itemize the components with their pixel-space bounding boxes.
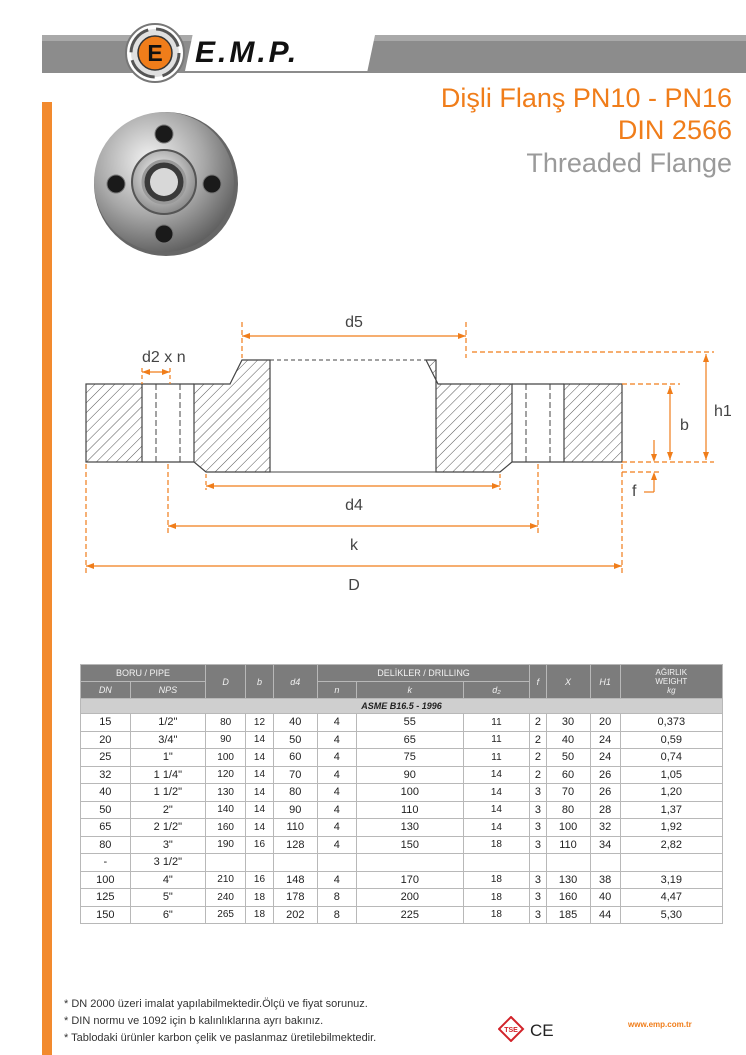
header-weight-unit: kg <box>667 686 676 695</box>
cell-weight: 5,30 <box>620 906 722 924</box>
cell-k: 130 <box>356 819 463 837</box>
cell-D: 80 <box>206 714 246 732</box>
cell-n: 4 <box>317 801 356 819</box>
emp-logo <box>115 22 380 84</box>
svg-text:TSE: TSE <box>504 1027 518 1034</box>
header-b: b <box>246 665 274 699</box>
cell-f: 3 <box>530 889 546 907</box>
header-D: D <box>206 665 246 699</box>
cell-D: 100 <box>206 749 246 767</box>
title-turkish: Dişli Flanş PN10 - PN16 <box>440 83 732 113</box>
cell-D: 130 <box>206 784 246 802</box>
logo-text: E.M.P. <box>195 36 300 69</box>
cell-b: 14 <box>246 766 274 784</box>
cell-D <box>206 854 246 872</box>
table-row <box>81 731 723 749</box>
header-weight <box>620 665 722 699</box>
cell-nps: 3 1/2" <box>130 854 205 872</box>
cell-nps: 5" <box>130 889 205 907</box>
cell-nps: 1 1/2" <box>130 784 205 802</box>
cell-weight: 0,74 <box>620 749 722 767</box>
cell-H1: 26 <box>590 784 620 802</box>
note-1: * DN 2000 üzeri imalat yapılabilmektedir.Ölçü ve fiyat sorunuz. <box>64 998 368 1010</box>
cell-f: 3 <box>530 819 546 837</box>
cell-d2: 14 <box>463 801 530 819</box>
cell-k: 55 <box>356 714 463 732</box>
table-row <box>81 906 723 924</box>
header-X: X <box>546 665 590 699</box>
cell-X: 110 <box>546 836 590 854</box>
cell-nps: 4" <box>130 871 205 889</box>
cell-f: 3 <box>530 784 546 802</box>
cell-n: 4 <box>317 784 356 802</box>
header-H1: H1 <box>590 665 620 699</box>
right-hub-section <box>426 360 512 472</box>
cell-d4: 40 <box>273 714 317 732</box>
cell-X: 185 <box>546 906 590 924</box>
cell-D: 140 <box>206 801 246 819</box>
note-2: * DIN normu ve 1092 için b kalınlıklarına ayrı bakınız. <box>64 1015 324 1027</box>
title-standard: DIN 2566 <box>617 115 732 145</box>
cell-D: 210 <box>206 871 246 889</box>
cell-b <box>246 854 274 872</box>
cell-d4: 50 <box>273 731 317 749</box>
cell-X: 30 <box>546 714 590 732</box>
label-b: b <box>680 417 689 434</box>
table-row <box>81 784 723 802</box>
title-block <box>441 82 732 180</box>
orange-side-bar <box>42 102 52 1055</box>
cell-X: 160 <box>546 889 590 907</box>
cell-weight: 0,373 <box>620 714 722 732</box>
cell-b: 18 <box>246 889 274 907</box>
cell-dn: 65 <box>81 819 131 837</box>
cell-b: 12 <box>246 714 274 732</box>
cell-nps: 2" <box>130 801 205 819</box>
cell-k: 110 <box>356 801 463 819</box>
cell-H1 <box>590 854 620 872</box>
website-link[interactable]: www.emp.com.tr <box>628 1020 692 1029</box>
cell-b: 18 <box>246 906 274 924</box>
cell-D: 240 <box>206 889 246 907</box>
header-DN: DN <box>81 682 131 699</box>
cell-k: 225 <box>356 906 463 924</box>
cell-H1: 24 <box>590 731 620 749</box>
footnotes <box>64 996 376 1047</box>
cell-X: 60 <box>546 766 590 784</box>
cell-f: 2 <box>530 714 546 732</box>
cell-d4 <box>273 854 317 872</box>
cell-weight: 2,82 <box>620 836 722 854</box>
cell-f <box>530 854 546 872</box>
cell-f: 2 <box>530 766 546 784</box>
cell-weight: 1,05 <box>620 766 722 784</box>
cell-k: 100 <box>356 784 463 802</box>
logo-emblem-icon <box>115 22 195 84</box>
table-row <box>81 836 723 854</box>
header-k: k <box>356 682 463 699</box>
cell-dn: 100 <box>81 871 131 889</box>
cell-H1: 34 <box>590 836 620 854</box>
cell-d4: 80 <box>273 784 317 802</box>
cell-n: 4 <box>317 749 356 767</box>
cell-b: 14 <box>246 819 274 837</box>
table-row <box>81 854 723 872</box>
header-NPS: NPS <box>130 682 205 699</box>
certification-marks <box>498 1016 560 1042</box>
left-outer-section <box>86 384 142 462</box>
cell-H1: 38 <box>590 871 620 889</box>
cell-dn: 125 <box>81 889 131 907</box>
cell-D: 120 <box>206 766 246 784</box>
cell-k <box>356 854 463 872</box>
cell-d2 <box>463 854 530 872</box>
cell-n: 4 <box>317 766 356 784</box>
cell-weight: 1,20 <box>620 784 722 802</box>
table-row <box>81 801 723 819</box>
cell-nps: 3/4" <box>130 731 205 749</box>
cell-d4: 90 <box>273 801 317 819</box>
cell-b: 14 <box>246 731 274 749</box>
cell-X: 50 <box>546 749 590 767</box>
standard-row: ASME B16.5 - 1996 <box>81 699 723 714</box>
header-d2: d₂ <box>463 682 530 699</box>
cell-D: 265 <box>206 906 246 924</box>
left-hub-section <box>194 360 270 472</box>
cell-k: 170 <box>356 871 463 889</box>
table-row <box>81 766 723 784</box>
cell-weight <box>620 854 722 872</box>
label-d2n: d2 x n <box>142 349 186 366</box>
cell-n: 4 <box>317 836 356 854</box>
cell-H1: 28 <box>590 801 620 819</box>
cell-weight: 0,59 <box>620 731 722 749</box>
cell-weight: 1,92 <box>620 819 722 837</box>
cell-d2: 14 <box>463 784 530 802</box>
cell-nps: 3" <box>130 836 205 854</box>
header-drilling: DELİKLER / DRILLING <box>317 665 530 682</box>
cell-d2: 18 <box>463 836 530 854</box>
cell-D: 190 <box>206 836 246 854</box>
note-3: * Tablodaki ürünler karbon çelik ve paslanmaz üretilebilmektedir. <box>64 1032 377 1044</box>
cell-d4: 110 <box>273 819 317 837</box>
cell-n: 4 <box>317 871 356 889</box>
cell-X <box>546 854 590 872</box>
cell-d4: 60 <box>273 749 317 767</box>
cell-d4: 178 <box>273 889 317 907</box>
cell-k: 65 <box>356 731 463 749</box>
cell-d4: 128 <box>273 836 317 854</box>
cell-k: 75 <box>356 749 463 767</box>
cell-X: 130 <box>546 871 590 889</box>
ce-mark-icon: CE <box>530 1021 554 1040</box>
cell-X: 80 <box>546 801 590 819</box>
cell-d2: 14 <box>463 819 530 837</box>
cell-weight: 1,37 <box>620 801 722 819</box>
label-k: k <box>350 537 358 554</box>
cell-X: 70 <box>546 784 590 802</box>
cell-nps: 1" <box>130 749 205 767</box>
label-d4: d4 <box>345 497 363 514</box>
cell-H1: 44 <box>590 906 620 924</box>
flange-technical-drawing <box>60 300 740 600</box>
cell-H1: 20 <box>590 714 620 732</box>
cell-n: 8 <box>317 889 356 907</box>
header-f: f <box>530 665 546 699</box>
label-f: f <box>632 483 637 500</box>
cell-H1: 32 <box>590 819 620 837</box>
cell-weight: 3,19 <box>620 871 722 889</box>
cell-d2: 11 <box>463 731 530 749</box>
label-d5: d5 <box>345 314 363 331</box>
cell-nps: 1/2" <box>130 714 205 732</box>
cell-f: 3 <box>530 906 546 924</box>
cell-b: 14 <box>246 801 274 819</box>
cell-f: 2 <box>530 731 546 749</box>
cell-dn: 25 <box>81 749 131 767</box>
header-n: n <box>317 682 356 699</box>
cell-f: 3 <box>530 871 546 889</box>
svg-text:E: E <box>147 40 163 66</box>
cell-f: 2 <box>530 749 546 767</box>
cell-d4: 70 <box>273 766 317 784</box>
header-d4: d4 <box>273 665 317 699</box>
cell-X: 40 <box>546 731 590 749</box>
cell-X: 100 <box>546 819 590 837</box>
cell-d2: 18 <box>463 906 530 924</box>
cell-dn: 80 <box>81 836 131 854</box>
cell-D: 160 <box>206 819 246 837</box>
table-row <box>81 819 723 837</box>
label-D: D <box>348 577 360 594</box>
cell-b: 14 <box>246 749 274 767</box>
table-row <box>81 889 723 907</box>
cell-k: 150 <box>356 836 463 854</box>
table-row <box>81 714 723 732</box>
cell-dn: 32 <box>81 766 131 784</box>
cell-n: 4 <box>317 731 356 749</box>
cell-k: 90 <box>356 766 463 784</box>
header-weight-label: AĞIRLIK WEIGHT <box>655 668 688 686</box>
cell-d4: 148 <box>273 871 317 889</box>
cell-n <box>317 854 356 872</box>
cell-b: 16 <box>246 871 274 889</box>
cell-n: 4 <box>317 714 356 732</box>
cell-H1: 40 <box>590 889 620 907</box>
title-english: Threaded Flange <box>526 148 732 178</box>
cell-d2: 18 <box>463 889 530 907</box>
cell-nps: 1 1/4" <box>130 766 205 784</box>
table-row <box>81 749 723 767</box>
cell-weight: 4,47 <box>620 889 722 907</box>
header-pipe: BORU / PIPE <box>81 665 206 682</box>
flange-photo <box>86 104 246 264</box>
cell-b: 16 <box>246 836 274 854</box>
cell-D: 90 <box>206 731 246 749</box>
cell-dn: 20 <box>81 731 131 749</box>
cell-dn: - <box>81 854 131 872</box>
cell-d2: 11 <box>463 714 530 732</box>
cell-k: 200 <box>356 889 463 907</box>
cell-dn: 40 <box>81 784 131 802</box>
cell-n: 4 <box>317 819 356 837</box>
cell-H1: 24 <box>590 749 620 767</box>
cell-nps: 6" <box>130 906 205 924</box>
cell-f: 3 <box>530 801 546 819</box>
label-h1: h1 <box>714 403 732 420</box>
dimension-table <box>80 664 723 924</box>
cell-H1: 26 <box>590 766 620 784</box>
cell-n: 8 <box>317 906 356 924</box>
cell-d2: 11 <box>463 749 530 767</box>
cell-dn: 15 <box>81 714 131 732</box>
cell-d2: 18 <box>463 871 530 889</box>
cell-dn: 50 <box>81 801 131 819</box>
cell-b: 14 <box>246 784 274 802</box>
cell-d2: 14 <box>463 766 530 784</box>
cell-nps: 2 1/2" <box>130 819 205 837</box>
cell-d4: 202 <box>273 906 317 924</box>
cell-f: 3 <box>530 836 546 854</box>
cell-dn: 150 <box>81 906 131 924</box>
table-row <box>81 871 723 889</box>
right-outer-section <box>564 384 622 462</box>
